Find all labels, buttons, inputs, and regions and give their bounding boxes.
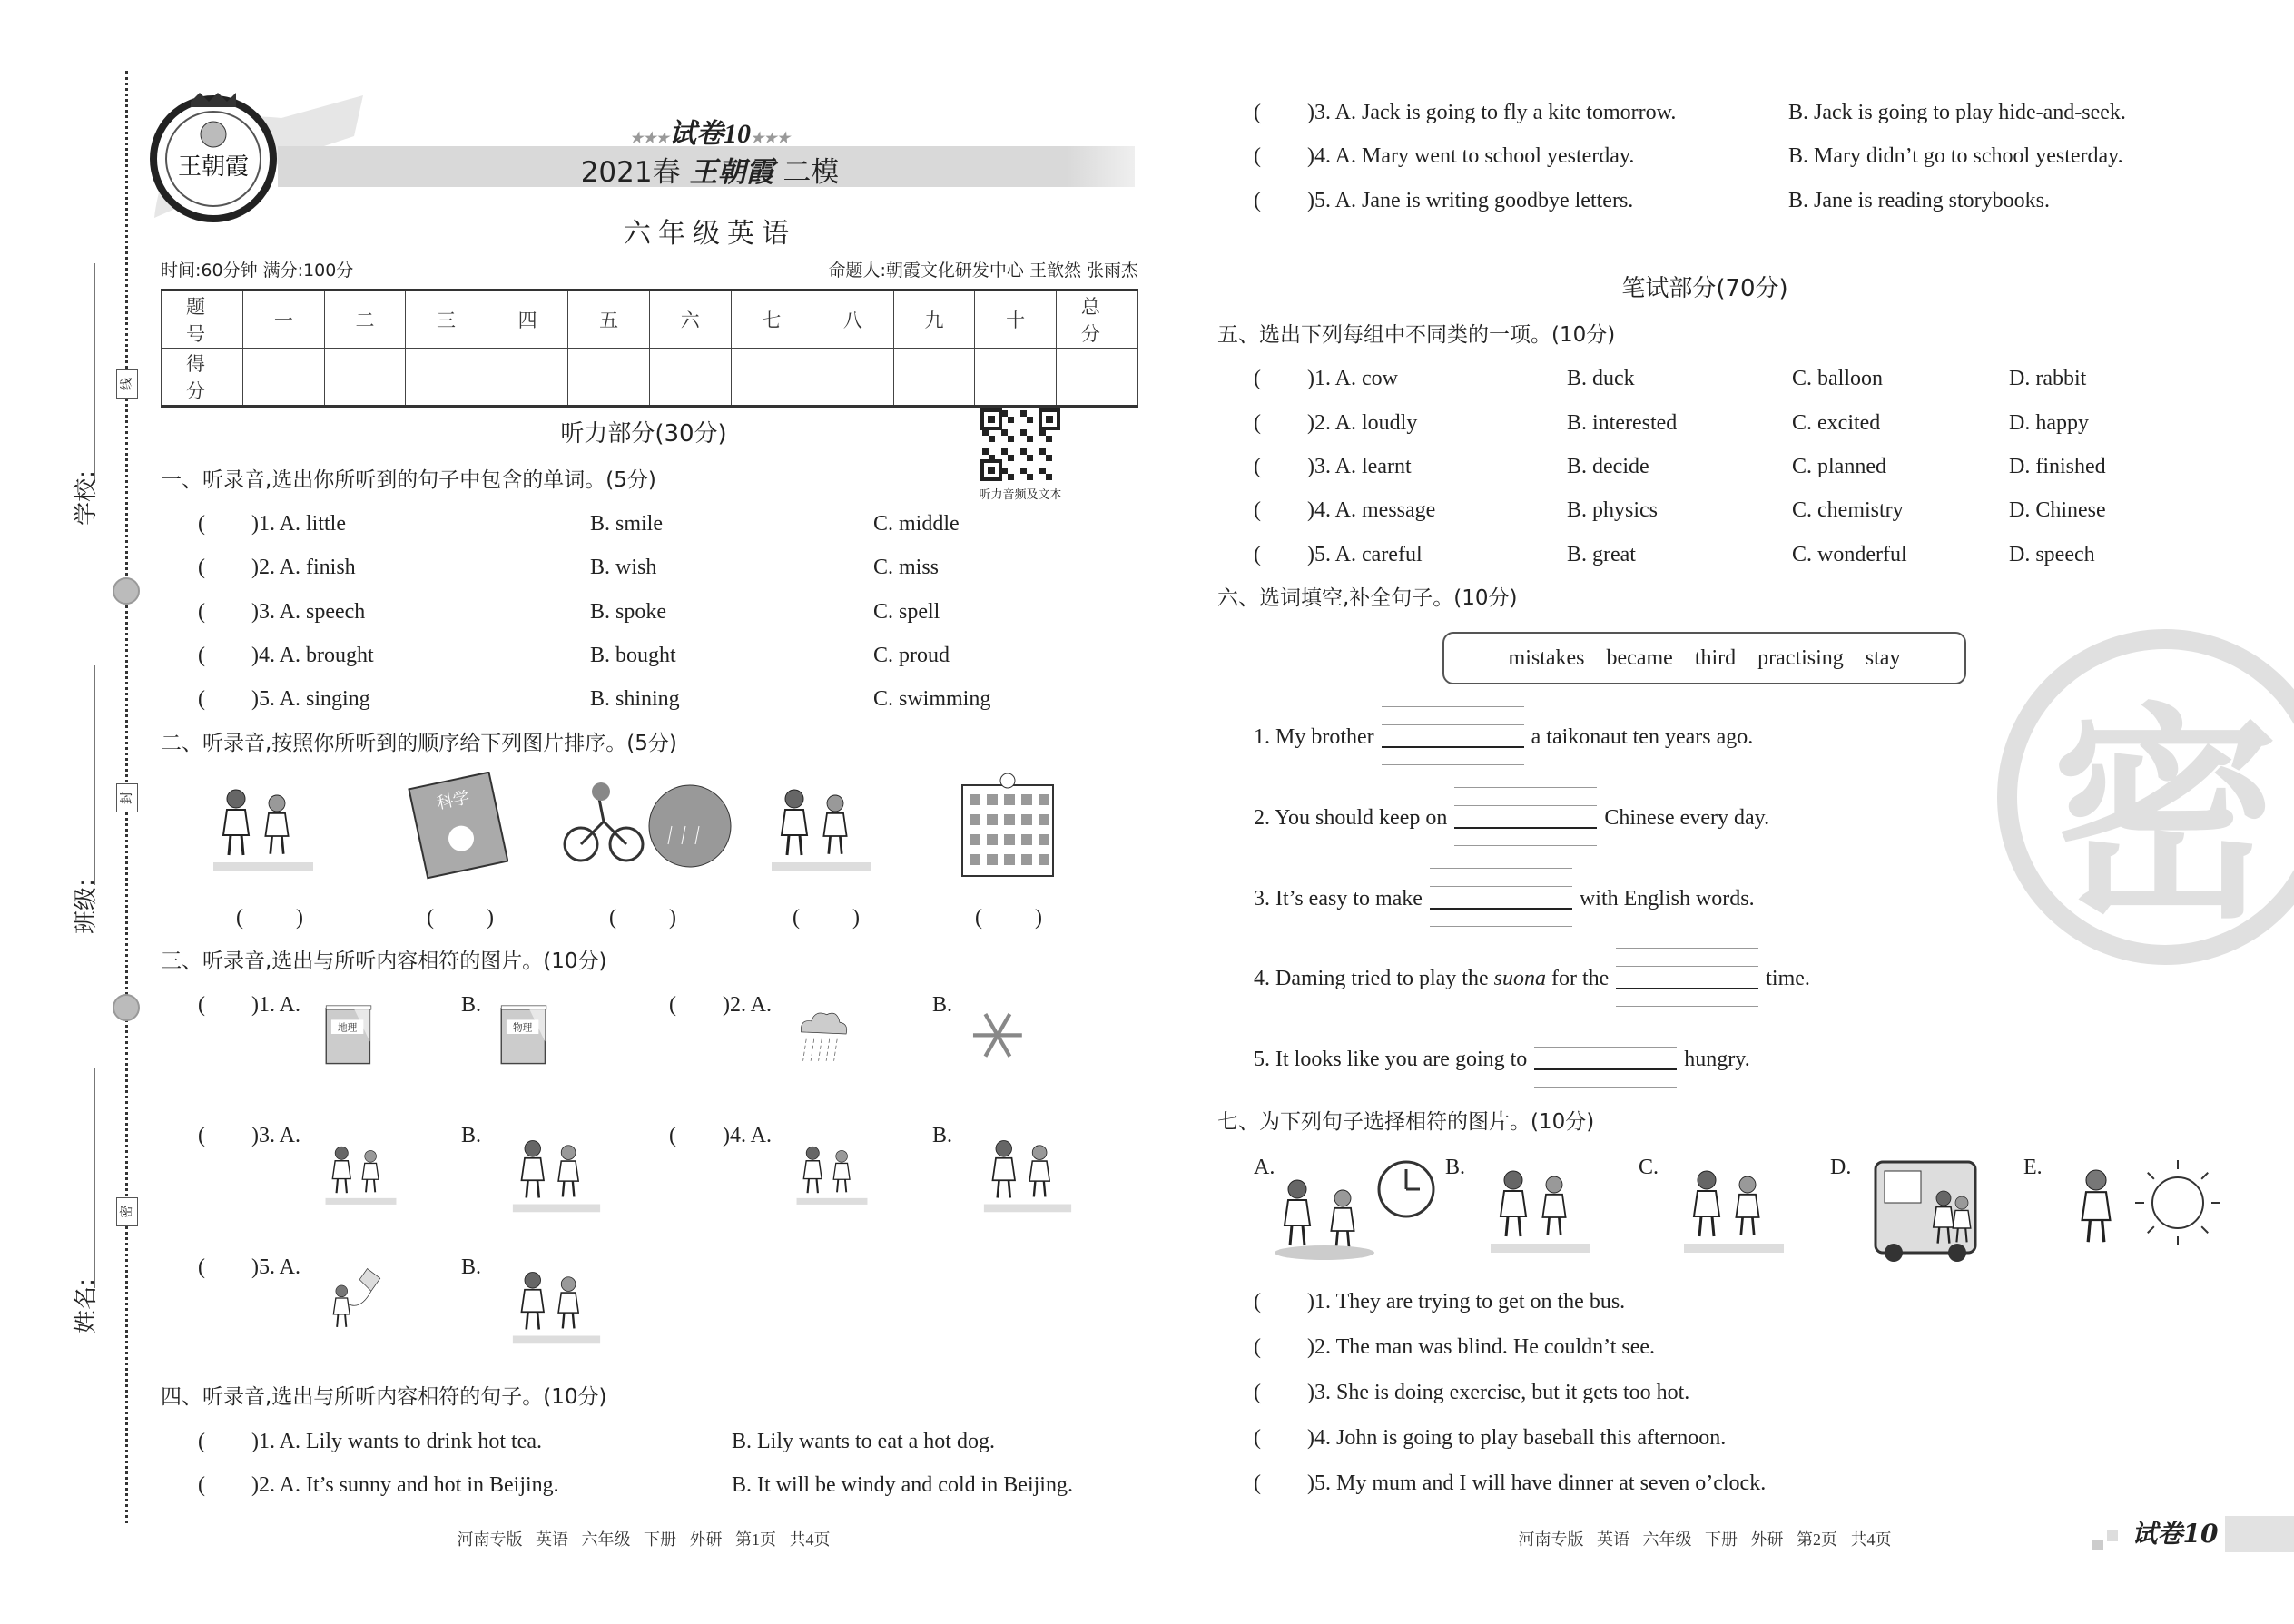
- answer-paren-close: ): [251, 556, 259, 579]
- school-write-line: [94, 263, 95, 483]
- option-a: 3. A. Jack is going to fly a kite tomorrow.: [1314, 101, 1677, 124]
- fill-sentence: [1254, 886, 1755, 911]
- writing-line: [1454, 805, 1597, 806]
- blind-man-dog-picture: [1482, 1153, 1600, 1266]
- option-a: 2. A. finish: [259, 556, 356, 579]
- word-bank-word: became: [1606, 646, 1673, 670]
- answer-paren-open: (: [236, 906, 243, 930]
- answer-paren-close: ): [723, 1124, 730, 1147]
- answer-paren-open: (: [198, 512, 205, 536]
- option-b: B. great: [1567, 543, 1636, 566]
- answer-paren-close: ): [1307, 1426, 1314, 1450]
- sentence-mid: for the: [1551, 967, 1610, 990]
- option-c: C. excited: [1792, 411, 1881, 435]
- answer-blank[interactable]: [1454, 805, 1597, 831]
- score-table-header-cell: 九: [893, 290, 975, 349]
- sentence-after: Chinese every day.: [1604, 806, 1770, 830]
- answer-blank[interactable]: [205, 555, 250, 580]
- writing-line: [1454, 845, 1597, 846]
- section7-heading: 七、为下列句子选择相符的图片。(10分): [1217, 1110, 1595, 1134]
- picture-label: E.: [2023, 1156, 2043, 1179]
- writing-line: [1430, 926, 1572, 927]
- option-b-label: B.: [932, 1124, 953, 1147]
- footer-right: 河南专版 英语 六年级 下册 外研 第2页 共4页: [1518, 1530, 1892, 1549]
- word-bank: [1442, 632, 1966, 684]
- option-d: D. finished: [2009, 455, 2106, 478]
- option-b: B. Lily wants to eat a hot dog.: [732, 1430, 995, 1453]
- fill-sentence: [1254, 966, 1810, 991]
- option-a: 5. A. singing: [259, 687, 370, 711]
- option-b-picture: [969, 1125, 1087, 1225]
- fill-sentence: [1254, 1047, 1750, 1072]
- option-a-picture: [793, 1125, 871, 1225]
- sentence-item: 3. She is doing exercise, but it gets too hot.: [1314, 1381, 1690, 1404]
- answer-blank[interactable]: [1261, 188, 1305, 213]
- binding-mark-secret: 密: [116, 1197, 138, 1226]
- sentence-before: 5. It looks like you are going to: [1254, 1048, 1528, 1071]
- school-building-picture: [953, 772, 1062, 885]
- class-write-line: [94, 665, 95, 885]
- writing-line: [1430, 908, 1572, 910]
- answer-blank[interactable]: [982, 905, 1033, 930]
- score-input-cell[interactable]: [243, 349, 325, 407]
- picture-label: D.: [1830, 1156, 1852, 1179]
- sentence-item: 4. John is going to play baseball this afternoon.: [1314, 1426, 1727, 1450]
- option-d: D. speech: [2009, 543, 2095, 566]
- answer-paren-open: (: [1254, 144, 1261, 168]
- option-a-picture: [322, 1256, 399, 1356]
- answer-paren-close: ): [251, 1255, 259, 1279]
- paper-number-tab: 试卷10: [2092, 1516, 2294, 1552]
- option-a: 3. A. speech: [259, 600, 366, 624]
- score-input-cell[interactable]: [1056, 349, 1137, 407]
- option-a: 1. A. Lily wants to drink hot tea.: [259, 1430, 542, 1453]
- score-table: [161, 289, 1138, 408]
- science-book-picture: [399, 772, 508, 885]
- option-b: B. Jack is going to play hide-and-seek.: [1788, 101, 2126, 124]
- answer-blank[interactable]: [205, 1255, 250, 1280]
- answer-paren-close: ): [251, 1430, 259, 1453]
- answer-blank[interactable]: [1261, 497, 1305, 523]
- answer-paren-close: ): [251, 512, 259, 536]
- answer-paren-open: (: [1254, 543, 1261, 566]
- binding-mark-line: 线: [116, 369, 138, 399]
- answer-blank[interactable]: [1261, 1334, 1305, 1360]
- score-input-cell[interactable]: [975, 349, 1057, 407]
- answer-paren-open: (: [1254, 411, 1261, 435]
- option-d: D. Chinese: [2009, 498, 2106, 522]
- option-c: C. miss: [873, 556, 940, 579]
- option-a: 2. A. It’s sunny and hot in Beijing.: [259, 1473, 559, 1497]
- svg-text:科学: 科学: [435, 788, 471, 813]
- option-c: C. planned: [1792, 455, 1886, 478]
- fill-sentence: [1254, 805, 1769, 831]
- answer-blank[interactable]: [205, 1429, 250, 1454]
- answer-paren-close: ): [1307, 1381, 1314, 1404]
- section1-heading: 一、听录音,选出你所听到的句子中包含的单词。(5分): [161, 468, 656, 492]
- answer-blank[interactable]: [1261, 366, 1305, 391]
- question-number: 2. A.: [730, 993, 773, 1017]
- picture-label: C.: [1639, 1156, 1659, 1179]
- option-b-label: B.: [461, 1124, 482, 1147]
- answer-paren-close: ): [1307, 144, 1314, 168]
- answer-paren-open: (: [793, 906, 800, 930]
- stars-left: ★★★: [629, 131, 669, 146]
- section2-heading: 二、听录音,按照你所听到的顺序给下列图片排序。(5分): [161, 732, 677, 755]
- answer-blank[interactable]: [1261, 143, 1305, 169]
- option-c: C. wonderful: [1792, 543, 1907, 566]
- answer-paren-open: (: [198, 600, 205, 624]
- word-bank-word: mistakes: [1508, 646, 1585, 670]
- answer-paren-close: ): [251, 993, 259, 1017]
- answer-paren-close: ): [1035, 906, 1042, 930]
- answer-blank[interactable]: [205, 599, 250, 625]
- answer-paren-open: (: [1254, 101, 1261, 124]
- option-b: B. smile: [590, 512, 664, 536]
- answer-blank[interactable]: [243, 905, 294, 930]
- answer-paren-close: ): [296, 906, 303, 930]
- answer-blank[interactable]: [1261, 410, 1305, 436]
- writing-part-title: 笔试部分(70分): [1621, 275, 1788, 302]
- option-a: 1. A. little: [259, 512, 346, 536]
- word-bank-word: stay: [1865, 646, 1901, 670]
- score-input-cell[interactable]: [893, 349, 975, 407]
- score-input-cell[interactable]: [406, 349, 487, 407]
- option-a: 5. A. careful: [1314, 543, 1423, 566]
- sentence-before: 3. It’s easy to make: [1254, 887, 1423, 910]
- option-a: 4. A. brought: [259, 644, 374, 667]
- option-a: 4. A. Mary went to school yesterday.: [1314, 144, 1635, 168]
- stars-right: ★★★: [751, 131, 791, 146]
- writing-line: [1454, 827, 1597, 829]
- answer-paren-close: ): [251, 1473, 259, 1497]
- score-table-header-cell: 六: [649, 290, 731, 349]
- secret-watermark: 密: [1997, 629, 2294, 965]
- score-input-cell[interactable]: [649, 349, 731, 407]
- answer-paren-close: ): [251, 644, 259, 667]
- binding-mark-seal: 封: [116, 783, 138, 812]
- answer-paren-close: ): [852, 906, 860, 930]
- answer-paren-open: (: [1254, 1335, 1261, 1359]
- option-b-picture: [969, 994, 1046, 1094]
- sentence-italic-word: suona: [1493, 967, 1546, 990]
- section4-heading: 四、听录音,选出与所听内容相符的句子。(10分): [161, 1385, 607, 1409]
- answer-paren-close: ): [1307, 498, 1314, 522]
- sentence-before: 4. Daming tried to play the: [1254, 967, 1489, 990]
- option-a-picture: [322, 1125, 399, 1225]
- score-table-header-cell: 总 分: [1056, 290, 1137, 349]
- score-table-header-cell: 四: [487, 290, 568, 349]
- exam-title: 2021春 王朝霞 二模: [580, 156, 840, 189]
- option-c: C. middle: [873, 512, 960, 536]
- score-table-header-cell: 三: [406, 290, 487, 349]
- class-label: 班级:: [72, 879, 100, 934]
- section3-heading: 三、听录音,选出与所听内容相符的图片。(10分): [161, 950, 607, 973]
- score-input-cell[interactable]: [731, 349, 812, 407]
- score-table-header-cell: 十: [975, 290, 1057, 349]
- answer-blank[interactable]: [205, 1472, 250, 1498]
- answer-paren-open: (: [609, 906, 616, 930]
- option-b-picture: [497, 1125, 615, 1225]
- time-score-info: 时间:60分钟 满分:100分: [161, 261, 354, 281]
- option-a: 4. A. message: [1314, 498, 1436, 522]
- writing-line: [1616, 948, 1758, 949]
- answer-paren-open: (: [1254, 1471, 1261, 1495]
- subject-title: 六年级英语: [624, 218, 796, 250]
- option-b: B. It will be windy and cold in Beijing.: [732, 1473, 1073, 1497]
- answer-blank[interactable]: [1616, 966, 1758, 991]
- score-table-header-cell: 八: [812, 290, 894, 349]
- option-c: C. proud: [873, 644, 950, 667]
- option-a: 2. A. loudly: [1314, 411, 1418, 435]
- answer-paren-open: (: [198, 1255, 205, 1279]
- answer-paren-open: (: [198, 1430, 205, 1453]
- score-table-header-cell: 一: [243, 290, 325, 349]
- bus-picture: [1866, 1153, 1984, 1266]
- writing-line: [1430, 886, 1572, 887]
- answer-blank[interactable]: [205, 511, 250, 536]
- answer-paren-open: (: [427, 906, 434, 930]
- option-a: 5. A. Jane is writing goodbye letters.: [1314, 189, 1634, 212]
- bike-and-rain-picture: [554, 772, 735, 885]
- writing-line: [1382, 746, 1524, 748]
- answer-paren-open: (: [1254, 1290, 1261, 1314]
- score-table-header-cell: 五: [568, 290, 650, 349]
- answer-paren-open: (: [669, 993, 676, 1017]
- footer-left: 河南专版 英语 六年级 下册 外研 第1页 共4页: [457, 1530, 831, 1549]
- question-number: 1. A.: [259, 993, 301, 1017]
- option-b: B. wish: [590, 556, 657, 579]
- binding-circle-icon: [113, 994, 140, 1021]
- option-b-picture: [497, 994, 575, 1094]
- option-b: B. physics: [1567, 498, 1659, 522]
- answer-blank[interactable]: [205, 992, 250, 1018]
- writing-line: [1534, 1047, 1677, 1048]
- writing-line: [1616, 966, 1758, 967]
- answer-paren-close: ): [1307, 1471, 1314, 1495]
- binding-circle-icon: [113, 577, 140, 605]
- writing-line: [1382, 706, 1524, 707]
- sentence-before: 1. My brother: [1254, 725, 1374, 749]
- score-input-cell[interactable]: [324, 349, 406, 407]
- listening-part-title: 听力部分(30分): [560, 420, 727, 448]
- answer-blank[interactable]: [1382, 724, 1524, 750]
- answer-blank[interactable]: [1261, 454, 1305, 479]
- baseball-player-picture: [1675, 1153, 1793, 1266]
- answer-paren-close: ): [1307, 1335, 1314, 1359]
- answer-paren-open: (: [198, 993, 205, 1017]
- option-c: C. chemistry: [1792, 498, 1904, 522]
- option-a: 3. A. learnt: [1314, 455, 1412, 478]
- answer-paren-open: (: [1254, 367, 1261, 390]
- answer-paren-open: (: [1254, 1426, 1261, 1450]
- answer-paren-open: (: [198, 1124, 205, 1147]
- score-input-cell[interactable]: [568, 349, 650, 407]
- sentence-item: 5. My mum and I will have dinner at seven o’clock.: [1314, 1471, 1767, 1495]
- score-table-header-cell: 二: [324, 290, 406, 349]
- answer-paren-open: (: [1254, 455, 1261, 478]
- answer-paren-close: ): [669, 906, 676, 930]
- answer-paren-open: (: [198, 644, 205, 667]
- answer-blank[interactable]: [205, 1123, 250, 1148]
- sentence-before: 2. You should keep on: [1254, 806, 1448, 830]
- word-bank-word: practising: [1757, 646, 1844, 670]
- answer-blank[interactable]: [676, 1123, 721, 1148]
- option-b-label: B.: [932, 993, 953, 1017]
- answer-blank[interactable]: [1430, 886, 1572, 911]
- option-a: 1. A. cow: [1314, 367, 1398, 390]
- answer-paren-close: ): [1307, 189, 1314, 212]
- answer-blank[interactable]: [1261, 1425, 1305, 1451]
- answer-paren-close: ): [251, 600, 259, 624]
- answer-blank[interactable]: [1261, 100, 1305, 125]
- option-b: B. spoke: [590, 600, 666, 624]
- family-dinner-clock-picture: [1270, 1153, 1442, 1266]
- answer-blank[interactable]: [800, 905, 851, 930]
- score-input-cell[interactable]: [812, 349, 894, 407]
- option-b: B. Mary didn’t go to school yesterday.: [1788, 144, 2123, 168]
- answer-blank[interactable]: [1261, 1471, 1305, 1496]
- answer-paren-open: (: [975, 906, 982, 930]
- boy-waving-picture: [209, 772, 318, 885]
- writing-line: [1382, 764, 1524, 765]
- answer-blank[interactable]: [1261, 1289, 1305, 1314]
- option-b: B. bought: [590, 644, 676, 667]
- option-a-picture: [322, 994, 399, 1094]
- sentence-after: hungry.: [1684, 1048, 1750, 1071]
- name-write-line: [94, 1068, 95, 1288]
- answer-blank[interactable]: [205, 686, 250, 712]
- option-b-label: B.: [461, 993, 482, 1017]
- writing-line: [1534, 1068, 1677, 1070]
- score-row-label: 得 分: [162, 349, 243, 407]
- qr-code[interactable]: [980, 408, 1060, 483]
- brand-name: 王朝霞: [689, 156, 774, 189]
- answer-paren-open: (: [198, 687, 205, 711]
- question-number: 3. A.: [259, 1124, 301, 1147]
- sentence-after: a taikonaut ten years ago.: [1531, 725, 1754, 749]
- score-table-score-row: [162, 349, 1138, 407]
- score-table-header-cell: 七: [731, 290, 812, 349]
- picture-label: B.: [1445, 1156, 1466, 1179]
- question-number: 5. A.: [259, 1255, 301, 1279]
- answer-blank[interactable]: [1534, 1047, 1677, 1072]
- answer-paren-close: ): [251, 687, 259, 711]
- option-c: C. balloon: [1792, 367, 1883, 390]
- answer-paren-close: ): [1307, 367, 1314, 390]
- sentence-item: 1. They are trying to get on the bus.: [1314, 1290, 1626, 1314]
- svg-text:地理: 地理: [338, 1023, 358, 1034]
- answer-blank[interactable]: [676, 992, 721, 1018]
- answer-blank[interactable]: [434, 905, 485, 930]
- series-title: ★★★试卷10★★★: [629, 119, 791, 149]
- option-b: B. interested: [1567, 411, 1678, 435]
- answer-paren-close: ): [1307, 411, 1314, 435]
- answer-paren-close: ): [1307, 101, 1314, 124]
- school-label: 学校:: [72, 470, 100, 526]
- answer-blank[interactable]: [1261, 542, 1305, 567]
- section5-heading: 五、选出下列每组中不同类的一项。(10分): [1217, 323, 1616, 347]
- authors-info: 命题人:朝霞文化研发中心 王歆然 张雨杰: [828, 261, 1138, 281]
- writing-line: [1382, 724, 1524, 725]
- answer-blank[interactable]: [1261, 1380, 1305, 1405]
- option-b-picture: [497, 1256, 615, 1356]
- word-bank-word: third: [1694, 646, 1737, 670]
- score-table-header-row: [162, 290, 1138, 349]
- option-a-picture: [793, 994, 871, 1094]
- qr-caption: 听力音频及文本: [979, 488, 1062, 502]
- answer-paren-open: (: [198, 556, 205, 579]
- score-table-header-cell: 题 号: [162, 290, 243, 349]
- svg-text:物理: 物理: [513, 1023, 533, 1034]
- option-c: C. swimming: [873, 687, 991, 711]
- answer-blank[interactable]: [205, 643, 250, 668]
- boy-with-leaf-picture: [767, 772, 876, 885]
- sentence-item: 2. The man was blind. He couldn’t see.: [1314, 1335, 1656, 1359]
- writing-line: [1534, 1087, 1677, 1088]
- answer-paren-close: ): [1307, 543, 1314, 566]
- option-b: B. decide: [1567, 455, 1649, 478]
- fill-sentence: [1254, 724, 1753, 750]
- section6-heading: 六、选词填空,补全句子。(10分): [1217, 586, 1518, 610]
- answer-paren-open: (: [669, 1124, 676, 1147]
- answer-paren-open: (: [1254, 189, 1261, 212]
- option-c: C. spell: [873, 600, 940, 624]
- writing-line: [1616, 988, 1758, 989]
- writing-line: [1430, 868, 1572, 869]
- score-input-cell[interactable]: [487, 349, 568, 407]
- answer-paren-close: ): [1307, 1290, 1314, 1314]
- question-number: 4. A.: [730, 1124, 773, 1147]
- exercise-sun-picture: [2060, 1153, 2232, 1266]
- option-b: B. Jane is reading storybooks.: [1788, 189, 2050, 212]
- option-b-label: B.: [461, 1255, 482, 1279]
- option-d: D. rabbit: [2009, 367, 2087, 390]
- answer-paren-open: (: [1254, 1381, 1261, 1404]
- answer-paren-open: (: [1254, 498, 1261, 522]
- picture-label: A.: [1254, 1156, 1275, 1179]
- answer-paren-close: ): [251, 1124, 259, 1147]
- sentence-after: with English words.: [1579, 887, 1755, 910]
- option-b: B. shining: [590, 687, 680, 711]
- answer-paren-open: (: [198, 1473, 205, 1497]
- answer-paren-close: ): [723, 993, 730, 1017]
- answer-paren-close: ): [487, 906, 494, 930]
- writing-line: [1616, 1006, 1758, 1007]
- writing-line: [1454, 787, 1597, 788]
- svg-text:王朝霞: 王朝霞: [177, 153, 250, 181]
- name-label: 姓名:: [72, 1278, 100, 1334]
- answer-paren-close: ): [1307, 455, 1314, 478]
- sentence-after: time.: [1766, 967, 1810, 990]
- option-b: B. duck: [1567, 367, 1635, 390]
- option-d: D. happy: [2009, 411, 2089, 435]
- answer-blank[interactable]: [616, 905, 667, 930]
